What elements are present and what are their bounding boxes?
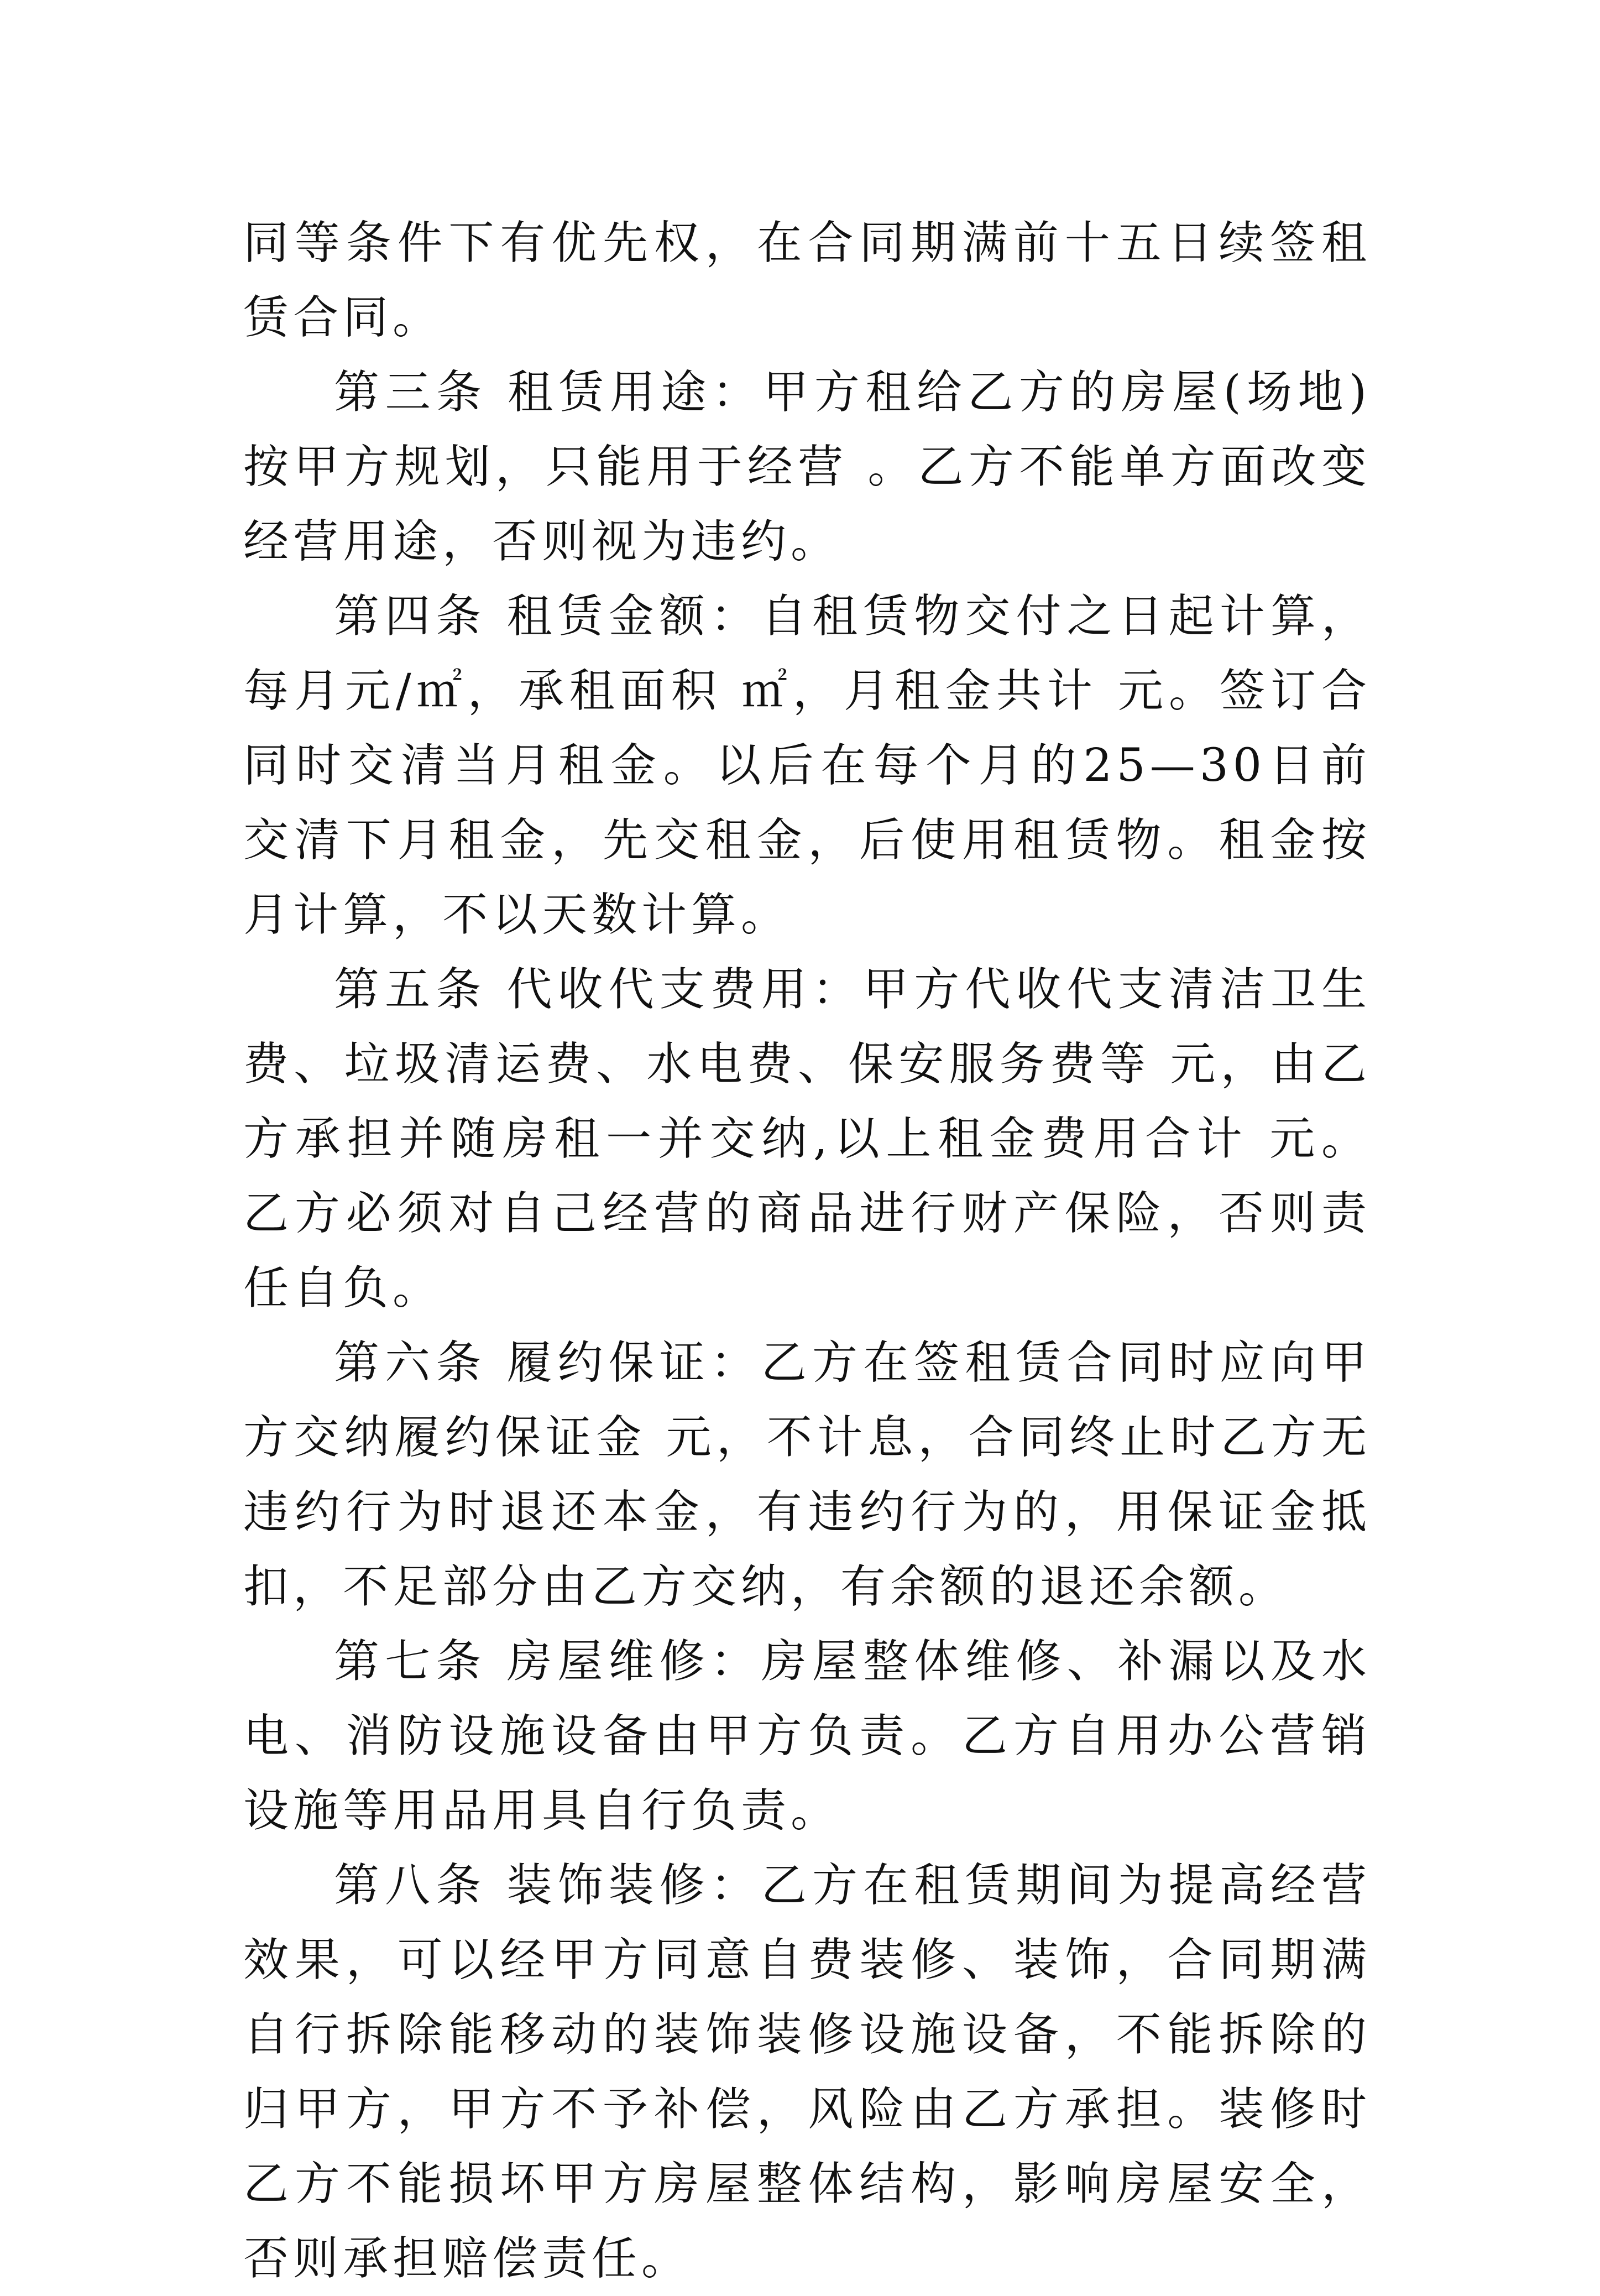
- paragraph-article-3: 第三条 租赁用途：甲方租给乙方的房屋(场地)按甲方规划，只能用于经营 。乙方不能单方面改变经营用途，否则视为违约。: [243, 366, 1371, 568]
- paragraph-article-7: 第七条 房屋维修：房屋整体维修、补漏以及水电、消防设施设备由甲方负责。乙方自用办公营销设施等用品用具自行负责。: [243, 1635, 1371, 1837]
- paragraph-continuation: 同等条件下有优先权，在合同期满前十五日续签租赁合同。: [243, 217, 1371, 344]
- paragraph-article-4: 第四条 租赁金额：自租赁物交付之日起计算，每月元/㎡，承租面积 ㎡，月租金共计 元。签订合同时交清当月租金。以后在每个月的25—30日前交清下月租金，先交租金，后使用租赁物。租金按月计算，不以天数计算。: [243, 590, 1371, 941]
- paragraph-article-8: 第八条 装饰装修：乙方在租赁期间为提高经营效果，可以经甲方同意自费装修、装饰，合同期满自行拆除能移动的装饰装修设施设备，不能拆除的归甲方，甲方不予补偿，风险由乙方承担。装修时乙方不能损坏甲方房屋整体结构，影响房屋安全，否则承担赔偿责任。: [243, 1859, 1371, 2285]
- document-body: [243, 206, 1371, 2296]
- paragraph-article-5: 第五条 代收代支费用：甲方代收代支清洁卫生费、垃圾清运费、水电费、保安服务费等 元，由乙方承担并随房租一并交纳,以上租金费用合计 元。乙方必须对自己经营的商品进行财产保险，否则责任自负。: [243, 963, 1371, 1314]
- paragraph-article-6: 第六条 履约保证：乙方在签租赁合同时应向甲方交纳履约保证金 元，不计息，合同终止时乙方无违约行为时退还本金，有违约行为的，用保证金抵扣，不足部分由乙方交纳，有余额的退还余额。: [243, 1337, 1371, 1613]
